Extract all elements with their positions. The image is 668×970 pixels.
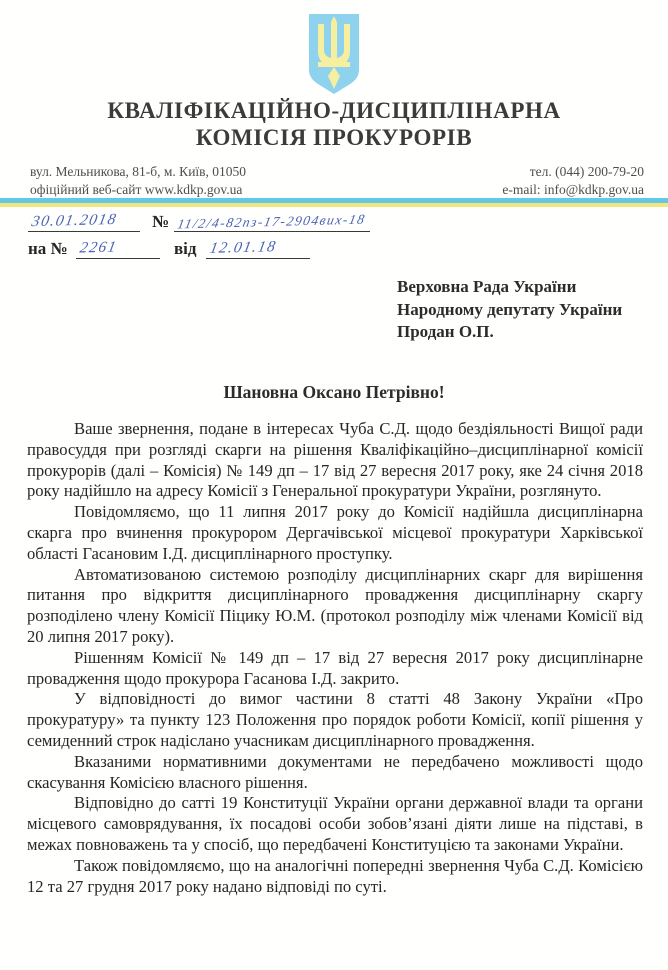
phone-email-block <box>502 163 644 198</box>
incoming-number-handwritten: 2261 <box>78 238 119 257</box>
body-paragraph: Відповідно до сатті 19 Конституції України органи державної влади та органи місцевого самоврядування, їх посадові особи зобов’язані діяти лише на підставі, в межах повноважень та у спосіб, що передбачені Конституцією та законами України. <box>27 793 643 854</box>
incoming-date-line <box>206 237 310 259</box>
address-block <box>30 163 246 198</box>
ukraine-trident-emblem-icon <box>306 12 362 98</box>
org-title <box>0 97 668 151</box>
email-line: e-mail: info@kdkp.gov.ua <box>502 181 644 197</box>
flag-divider <box>0 198 668 207</box>
reference-block <box>0 208 668 260</box>
from-label: від <box>174 239 197 258</box>
recipient-line: Продан О.П. <box>397 322 494 341</box>
incoming-number-line <box>76 237 160 259</box>
incoming-date-handwritten: 12.01.18 <box>208 238 279 257</box>
outgoing-date-line <box>28 210 140 232</box>
body-paragraph: Рішенням Комісії № 149 дп – 17 від 27 вересня 2017 року дисциплінарне провадження щодо прокурора Гасанова І.Д. закрито. <box>27 647 643 688</box>
contact-block <box>30 163 644 198</box>
body-paragraph: Вказаними нормативними документами не передбачено можливості щодо скасування Комісією власного рішення. <box>27 751 643 792</box>
outgoing-number-line <box>174 210 370 232</box>
outgoing-number-handwritten: 11/2/4-82пз-17-2904вих-18 <box>176 211 368 232</box>
body-paragraph: У відповідності до вимог частини 8 статті 48 Закону України «Про прокуратуру» та пункту 123 Положення про порядок роботи Комісії, копії рішення у семиденний строк надіслано учасникам дисциплінарного провадження. <box>27 689 643 750</box>
org-title-line2: КОМІСІЯ ПРОКУРОРІВ <box>195 125 473 150</box>
website-line: офіційний веб-сайт www.kdkp.gov.ua <box>30 181 243 197</box>
recipient-line: Верховна Рада України <box>397 277 577 296</box>
body-paragraph: Автоматизованою системою розподілу дисциплінарних скарг для вирішення питання про відкриття дисциплінарного провадження дисциплінарну скаргу розподілено члену Комісії Піцику Ю.М. (протокол розподілу між членами Комісії від 20 липня 2017 року). <box>27 564 643 646</box>
org-title-line1: КВАЛІФІКАЦІЙНО-ДИСЦИПЛІНАРНА <box>107 98 561 123</box>
body-paragraph: Також повідомляємо, що на аналогічні попередні звернення Чуба С.Д. Комісією 12 та 27 грудня 2017 року надано відповіді по суті. <box>27 855 643 896</box>
divider-yellow-stripe <box>0 203 668 208</box>
incoming-label: на № <box>28 239 68 258</box>
outgoing-date-handwritten: 30.01.2018 <box>30 210 119 231</box>
recipient-block <box>397 276 622 344</box>
body-paragraph: Повідомляємо, що 11 липня 2017 року до Комісії надійшла дисциплінарна скарга про вчинення прокурором Дергачівської місцевої прокуратури Харківської області Гасановим І.Д. дисциплінарного проступку. <box>27 502 643 563</box>
letter-body <box>27 419 643 897</box>
phone-line: тел. (044) 200-79-20 <box>529 164 644 179</box>
number-label: № <box>152 212 170 231</box>
body-paragraph: Ваше звернення, подане в інтересах Чуба С.Д. щодо бездіяльності Вищої ради правосуддя при розгляді скарги на рішення Кваліфікаційно–дисциплінарної комісії прокурорів (далі – Комісія) № 149 дп – 17 від 27 вересня 2017 року, яке 24 січня 2018 року надійшло на адресу Комісії з Генеральної прокуратури України, розглянуто. <box>27 419 643 501</box>
address-line: вул. Мельникова, 81-б, м. Київ, 01050 <box>30 164 247 179</box>
recipient-line: Народному депутату України <box>397 299 623 319</box>
salutation: Шановна Оксано Петрівно! <box>223 382 445 402</box>
